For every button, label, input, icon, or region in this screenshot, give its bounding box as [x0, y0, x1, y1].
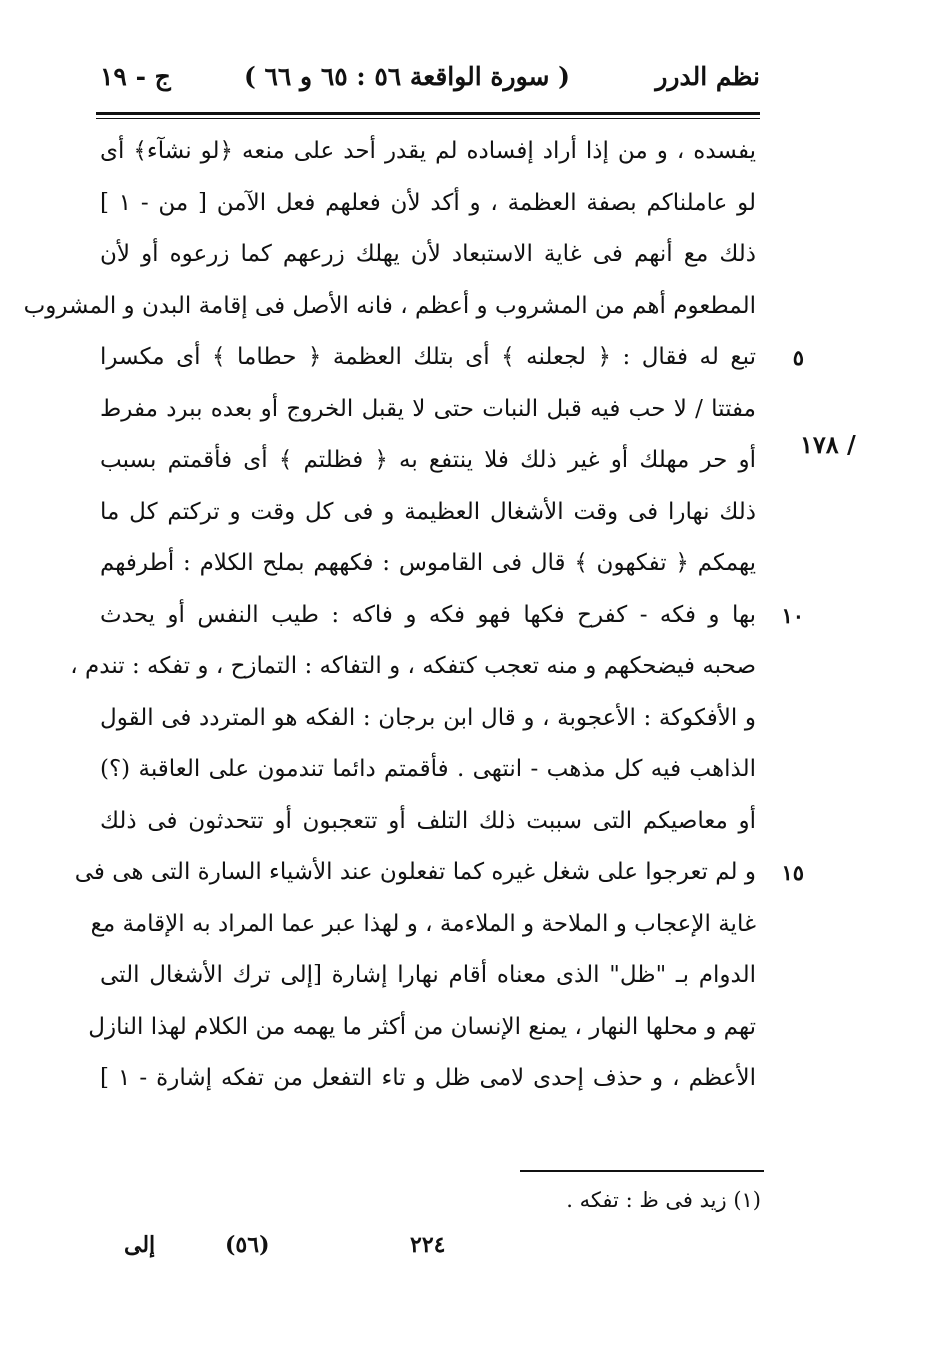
- text-line: [70, 641, 756, 693]
- sura-number: (٥٦): [225, 1232, 270, 1258]
- line-text: لو عاملناكم بصفة العظمة ، و أكد لأن فعلهم فعل الآمن [ من - ١ ]: [100, 189, 756, 216]
- text-line: [90, 899, 756, 951]
- footnote-rule: [520, 1170, 764, 1172]
- line-text: صحبه فيضحكهم و منه تعجب كتفكه ، و التفاكه : التمازح ، و تفكه : تندم ،: [70, 653, 756, 679]
- line-text: يهمكم ﴿ تفكهون ﴾ قال فى القاموس : فكههم بملح الكلام : أطرفهم: [100, 550, 756, 576]
- line-text: و لم تعرجوا على شغل غيره كما تفعلون عند الأشياء السارة التى هى فى: [74, 859, 756, 885]
- sura-reference: ( سورة الواقعة ٥٦ : ٦٥ و ٦٦ ): [243, 62, 570, 91]
- text-line: [100, 332, 804, 384]
- line-number: ١٠: [781, 602, 804, 628]
- text-line: [100, 950, 756, 1002]
- line-text: أو حر مهلك أو غير ذلك فلا ينتفع به ﴿ فظلتم ﴾ أى فأقمتم بسبب: [100, 447, 756, 473]
- header-rule: [96, 112, 760, 115]
- text-line: [100, 744, 756, 796]
- text-line: [100, 796, 756, 848]
- text-line: [100, 538, 756, 590]
- header-rule-thin: [96, 118, 760, 119]
- line-text: ذلك مع أنهم فى غاية الاستبعاد لأن يهلك زرعهم كما زرعوه أو لأن: [100, 241, 756, 267]
- text-line: [100, 178, 756, 230]
- running-head: [100, 62, 760, 106]
- line-text: تهم و محلها النهار ، يمنع الإنسان من أكثر ما يهمه من الكلام لهذا النازل: [88, 1013, 756, 1040]
- catchword: إلى: [124, 1232, 156, 1258]
- text-line: [100, 384, 756, 436]
- footnote: (١) زيد فى ظ : تفكه .: [566, 1188, 761, 1212]
- text-line: [100, 487, 756, 539]
- line-text: يفسده ، و من إذا أراد إفساده لم يقدر أحد على منعه ﴿لو نشآء﴾ أى: [100, 138, 756, 164]
- line-text: الذاهب فيه كل مذهب - انتهى . فأقمتم دائما تندمون على العاقبة (؟): [100, 756, 756, 782]
- line-text: ذلك نهارا فى وقت الأشغال العظيمة و فى كل وقت و تركتم كل ما: [100, 498, 756, 525]
- line-text: الدوام بـ "ظل" الذى معناه أقام نهارا إشارة [إلى ترك الأشغال التى: [100, 962, 756, 988]
- line-number: ٥: [792, 345, 804, 370]
- line-text: أو معاصيكم التى سببت ذلك التلف أو تتعجبون أو تتحدثون فى ذلك: [100, 807, 756, 834]
- line-text: الأعظم ، و حذف إحدى لامى ظل و تاء التفعل من تفكه إشارة - ١ ]: [100, 1065, 756, 1091]
- text-line: [100, 126, 756, 178]
- text-line: [100, 590, 804, 642]
- text-line: [74, 847, 804, 899]
- text-line: [23, 281, 756, 333]
- main-text: [23, 126, 804, 1105]
- line-text: مفتتا / لا حب فيه قبل النبات حتى لا يقبل الخروج أو بعده ببرد مفرط: [100, 395, 756, 422]
- line-text: و الأفكوكة : الأعجوبة ، و قال ابن برجان : الفكه هو المتردد فى القول: [100, 704, 756, 731]
- line-text: تبع له فقال : ﴿ لجعلنه ﴾ أى بتلك العظمة ﴿ حطاما ﴾ أى مكسرا: [100, 344, 756, 370]
- margin-page-marker: / ١٧٨: [800, 430, 856, 459]
- book-title: نظم الدرر: [655, 62, 760, 91]
- line-number: ١٥: [781, 860, 804, 885]
- text-line: [100, 1053, 756, 1105]
- line-text: غاية الإعجاب و الملاحة و الملاءمة ، و لهذا عبر عما المراد به الإقامة مع: [90, 910, 756, 937]
- line-text: بها و فكه - كفرح فكها فهو فكه و فاكه : طيب النفس أو يحدث: [100, 601, 756, 628]
- text-line: [100, 693, 756, 745]
- text-line: [88, 1002, 756, 1054]
- page-number: ٢٢٤: [410, 1232, 446, 1258]
- line-text: المطعوم أهم من المشروب و أعظم ، فانه الأصل فى إقامة البدن و المشروب: [23, 292, 756, 319]
- text-line: [100, 435, 756, 487]
- text-line: [100, 229, 756, 281]
- volume-number: ج - ١٩: [100, 62, 171, 91]
